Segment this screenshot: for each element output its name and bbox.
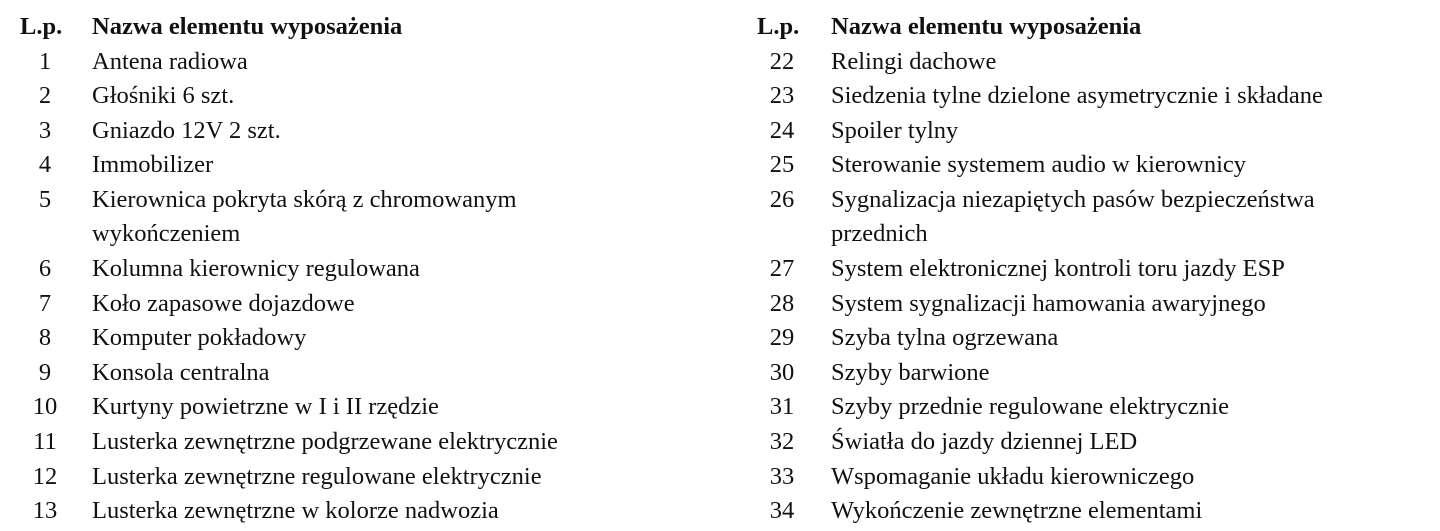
table-row: [757, 356, 1440, 391]
row-name: Światła do jazdy dziennej LED: [831, 428, 1138, 456]
row-number: 29: [769, 324, 795, 352]
row-name: Wykończenie zewnętrzne elementami: [831, 497, 1203, 525]
row-name: Szyba tylna ogrzewana: [831, 324, 1059, 352]
row-name: Szyby przednie regulowane elektrycznie: [831, 393, 1229, 421]
row-number: 7: [38, 289, 52, 317]
row-number: 32: [769, 428, 795, 456]
row-number: 1: [38, 47, 52, 75]
table-row: [757, 390, 1440, 425]
row-number: 25: [769, 151, 795, 179]
row-name: Kurtyny powietrzne w I i II rzędzie: [92, 393, 439, 421]
row-number: 2: [38, 82, 52, 110]
table-row: [757, 45, 1440, 80]
row-number: 12: [32, 462, 58, 490]
row-number: 30: [769, 358, 795, 386]
table-row: [757, 252, 1440, 287]
row-name: Koło zapasowe dojazdowe: [92, 289, 355, 317]
table-row: [20, 252, 720, 287]
row-number: 33: [769, 462, 795, 490]
row-name: [70, 183, 720, 252]
table-row: [20, 494, 720, 529]
table-row: [20, 356, 720, 391]
table-row: [20, 79, 720, 114]
row-name-line-2: przednich: [831, 220, 928, 248]
row-number: 24: [769, 116, 795, 144]
row-name: Gniazdo 12V 2 szt.: [92, 116, 281, 144]
row-number: 22: [769, 47, 795, 75]
row-name: Spoiler tylny: [831, 116, 959, 144]
row-name: System sygnalizacji hamowania awaryjnego: [831, 289, 1266, 317]
row-number: 10: [32, 393, 58, 421]
row-name: System elektronicznej kontroli toru jazdy ESP: [831, 255, 1285, 283]
row-name: Lusterka zewnętrzne w kolorze nadwozia: [92, 497, 499, 525]
row-number: 11: [33, 428, 57, 456]
row-number: 28: [769, 289, 795, 317]
table-row: [757, 114, 1440, 149]
header-lp: L.p.: [20, 13, 63, 40]
row-number: 5: [38, 185, 52, 213]
row-number: 3: [38, 116, 52, 144]
table-row: [757, 79, 1440, 114]
row-number: 8: [38, 324, 52, 352]
table-row: [20, 321, 720, 356]
row-name-line-1: Kierownica pokryta skórą z chromowanym: [92, 185, 517, 213]
row-number: 4: [38, 151, 52, 179]
header-name: Nazwa elementu wyposażenia: [831, 13, 1142, 40]
table-row: [20, 148, 720, 183]
table-row: [757, 183, 1440, 252]
row-name: Siedzenia tylne dzielone asymetrycznie i składane: [831, 82, 1323, 110]
table-row: [20, 287, 720, 322]
row-name-line-1: Sygnalizacja niezapiętych pasów bezpieczeństwa: [831, 185, 1315, 213]
row-name: Komputer pokładowy: [92, 324, 307, 352]
row-number: 27: [769, 255, 795, 283]
table-row: [20, 390, 720, 425]
table-row: [20, 183, 720, 252]
row-name: Konsola centralna: [92, 358, 270, 386]
column-header: [20, 10, 720, 44]
equipment-column-left: [20, 10, 720, 529]
table-row: [20, 45, 720, 80]
table-row: [757, 287, 1440, 322]
table-row: [20, 114, 720, 149]
row-name: [807, 183, 1440, 252]
row-name: Szyby barwione: [831, 358, 990, 386]
header-lp: L.p.: [757, 13, 800, 40]
row-name: Antena radiowa: [92, 47, 248, 75]
row-number: 31: [769, 393, 795, 421]
row-name: Sterowanie systemem audio w kierownicy: [831, 151, 1247, 179]
table-row: [757, 148, 1440, 183]
row-name-line-2: wykończeniem: [92, 220, 241, 248]
table-row: [757, 494, 1440, 529]
row-number: 13: [32, 497, 58, 525]
row-name: Kolumna kierownicy regulowana: [92, 255, 420, 283]
row-number: 9: [38, 358, 52, 386]
row-name: Lusterka zewnętrzne regulowane elektrycznie: [92, 462, 542, 490]
row-name: Relingi dachowe: [831, 47, 997, 75]
table-row: [757, 460, 1440, 495]
row-number: 34: [769, 497, 795, 525]
header-name: Nazwa elementu wyposażenia: [92, 13, 403, 40]
row-number: 23: [769, 82, 795, 110]
table-row: [20, 425, 720, 460]
row-name: Wspomaganie układu kierowniczego: [831, 462, 1195, 490]
row-number: 26: [769, 185, 795, 213]
table-row: [757, 425, 1440, 460]
column-header: [757, 10, 1440, 44]
table-row: [757, 321, 1440, 356]
row-number: 6: [38, 255, 52, 283]
table-row: [20, 460, 720, 495]
row-name: Immobilizer: [92, 151, 214, 179]
row-name: Głośniki 6 szt.: [92, 82, 235, 110]
row-name: Lusterka zewnętrzne podgrzewane elektrycznie: [92, 428, 558, 456]
equipment-column-right: [757, 10, 1440, 529]
